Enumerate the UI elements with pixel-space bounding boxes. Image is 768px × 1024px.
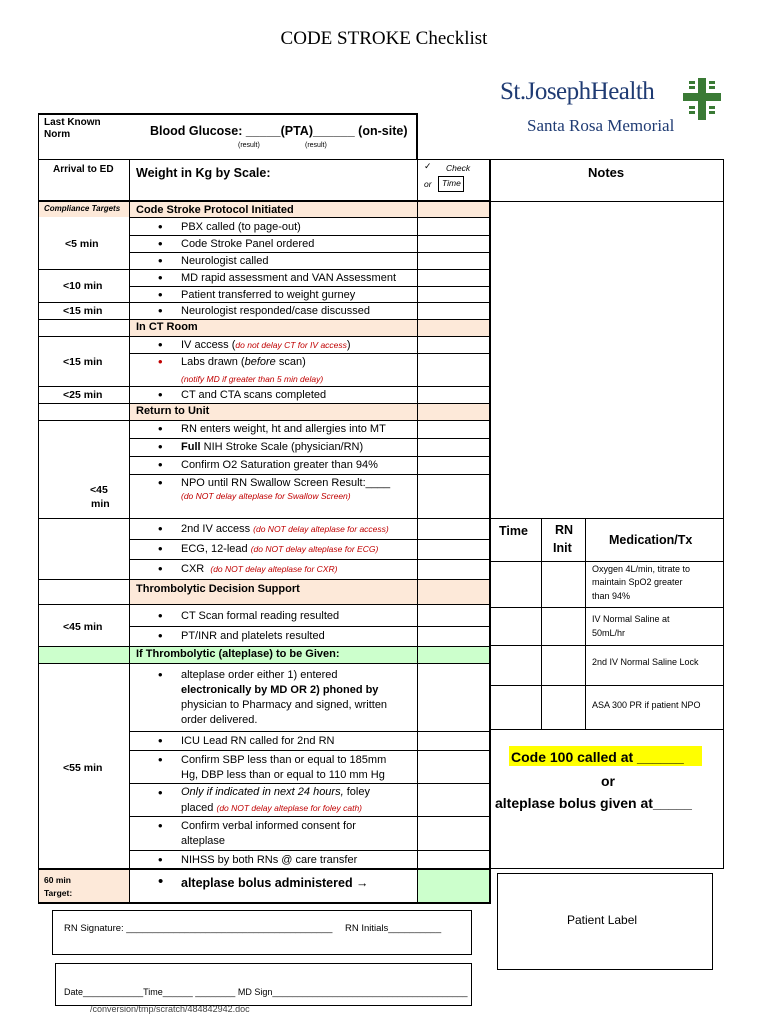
target-45min: <45 min xyxy=(63,621,103,633)
item-order-3: physician to Pharmacy and signed, written xyxy=(181,699,388,711)
med-row-saline-1: IV Normal Saline at xyxy=(592,614,670,624)
cross-icon xyxy=(683,78,721,120)
item-sbp-1: Confirm SBP less than or equal to 185mm xyxy=(181,754,387,766)
compliance-label: Compliance Targets xyxy=(44,204,121,213)
code100-or: or xyxy=(601,773,615,789)
footer-path: /conversion/tmp/scratch/484842942.doc xyxy=(90,1004,250,1014)
target-25min: <25 min xyxy=(63,389,103,401)
date-time-md-field[interactable]: Date____________Time______ ________ MD Sign_______________________________________ xyxy=(64,987,468,997)
med-rn-header: RN xyxy=(555,523,574,537)
item-o2: Confirm O2 Saturation greater than 94% xyxy=(181,459,378,471)
logo-name: St.JosephHealth xyxy=(500,78,655,105)
med-row-iv-lock: 2nd IV Normal Saline Lock xyxy=(592,657,699,667)
target-60min: 60 min xyxy=(44,875,71,885)
item-nihss: NIHSS by both RNs @ care transfer xyxy=(181,854,358,866)
rn-initials-field[interactable]: RN Initials__________ xyxy=(345,923,442,934)
check-label: Check xyxy=(446,163,471,173)
weight-field[interactable]: Weight in Kg by Scale: xyxy=(136,166,271,180)
item-pbx: PBX called (to page-out) xyxy=(181,221,301,233)
item-cxr: CXR (do NOT delay alteplase for CXR) xyxy=(181,563,338,575)
item-npo-note: (do NOT delay alteplase for Swallow Screen) xyxy=(181,491,351,501)
item-order-2: electronically by MD OR 2) phoned by xyxy=(181,684,379,696)
protocol-check-bg xyxy=(417,201,490,217)
target-45-b: min xyxy=(91,498,110,510)
page-title: CODE STROKE Checklist xyxy=(280,28,488,49)
med-row-oxygen-1: Oxygen 4L/min, titrate to xyxy=(592,564,691,574)
bolus-given-line[interactable]: alteplase bolus given at_____ xyxy=(495,795,692,811)
blood-glucose-field[interactable]: Blood Glucose: _____(PTA)______ (on-site) xyxy=(150,124,408,138)
item-ecg: ECG, 12-lead (do NOT delay alteplase for ECG) xyxy=(181,543,379,555)
item-ct-read: CT Scan formal reading resulted xyxy=(181,610,340,622)
glucose-result-label-2: (result) xyxy=(305,142,327,149)
section-given: If Thrombolytic (alteplase) to be Given: xyxy=(136,648,340,660)
med-row-oxygen-2: maintain SpO2 greater xyxy=(592,577,683,587)
patient-label-text: Patient Label xyxy=(567,913,638,927)
rn-signature-field[interactable]: RN Signature: _______________________________________ xyxy=(64,923,333,934)
item-bolus: alteplase bolus administered → xyxy=(181,876,369,890)
item-pt-inr: PT/INR and platelets resulted xyxy=(181,630,325,642)
item-md-assessment: MD rapid assessment and VAN Assessment xyxy=(181,272,396,284)
target-10min: <10 min xyxy=(63,280,103,292)
med-tx-header: Medication/Tx xyxy=(609,533,693,547)
med-init-header: Init xyxy=(553,541,572,555)
section-protocol: Code Stroke Protocol Initiated xyxy=(136,204,294,216)
item-icu: ICU Lead RN called for 2nd RN xyxy=(181,735,335,747)
item-consent-1: Confirm verbal informed consent for xyxy=(181,820,356,832)
item-gurney: Patient transferred to weight gurney xyxy=(181,289,356,301)
item-neurologist: Neurologist called xyxy=(181,255,269,267)
last-known-label: Last Known Norm xyxy=(44,117,101,140)
code100-line[interactable]: Code 100 called at ______ xyxy=(511,749,684,765)
md-signature-box[interactable] xyxy=(55,963,472,1006)
target-15min-a: <15 min xyxy=(63,305,103,317)
section-ct-room: In CT Room xyxy=(136,321,198,333)
item-labs-note: (notify MD if greater than 5 min delay) xyxy=(181,374,324,384)
target-5min: <5 min xyxy=(65,238,99,250)
target-label: Target: xyxy=(44,888,73,898)
med-time-header: Time xyxy=(499,524,528,538)
item-sbp-2: Hg, DBP less than or equal to 110 mm Hg xyxy=(181,769,385,781)
section-decision: Thrombolytic Decision Support xyxy=(136,583,300,595)
item-foley-2: placed (do NOT delay alteplase for foley cath) xyxy=(181,802,362,814)
item-npo: NPO until RN Swallow Screen Result:____ xyxy=(181,477,391,489)
glucose-result-label-1: (result) xyxy=(238,142,260,149)
item-iv-access: IV access (do not delay CT for IV access) xyxy=(181,339,351,351)
logo-subtitle: Santa Rosa Memorial xyxy=(527,116,675,135)
item-foley-1: Only if indicated in next 24 hours, foley xyxy=(181,786,370,798)
item-iv2: 2nd IV access (do NOT delay alteplase for access) xyxy=(181,523,389,535)
item-nih: Full NIH Stroke Scale (physician/RN) xyxy=(181,441,364,453)
item-order-1: alteplase order either 1) entered xyxy=(181,669,338,681)
med-row-saline-2: 50mL/hr xyxy=(592,628,626,638)
logo xyxy=(500,78,725,138)
time-label: Time xyxy=(442,178,461,188)
item-neuro-responded: Neurologist responded/case discussed xyxy=(181,305,370,317)
med-row-oxygen-3: than 94% xyxy=(592,591,631,601)
bolus-check-bg xyxy=(417,870,490,902)
item-consent-2: alteplase xyxy=(181,835,226,847)
med-row-asa: ASA 300 PR if patient NPO xyxy=(592,700,701,710)
target-15min-b: <15 min xyxy=(63,356,103,368)
notes-label: Notes xyxy=(588,165,625,180)
item-panel: Code Stroke Panel ordered xyxy=(181,238,315,250)
target-45-a: <45 xyxy=(90,484,108,496)
target-55min: <55 min xyxy=(63,762,103,774)
item-rn-weight: RN enters weight, ht and allergies into MT xyxy=(181,423,386,435)
or-label: or xyxy=(424,179,432,189)
item-order-4: order delivered. xyxy=(181,714,258,726)
item-ct: CT and CTA scans completed xyxy=(181,389,327,401)
arrival-label: Arrival to ED xyxy=(53,164,114,175)
section-return: Return to Unit xyxy=(136,405,210,417)
item-labs: Labs drawn (before scan) xyxy=(181,356,306,368)
check-mark-icon: ✓ xyxy=(424,161,432,171)
